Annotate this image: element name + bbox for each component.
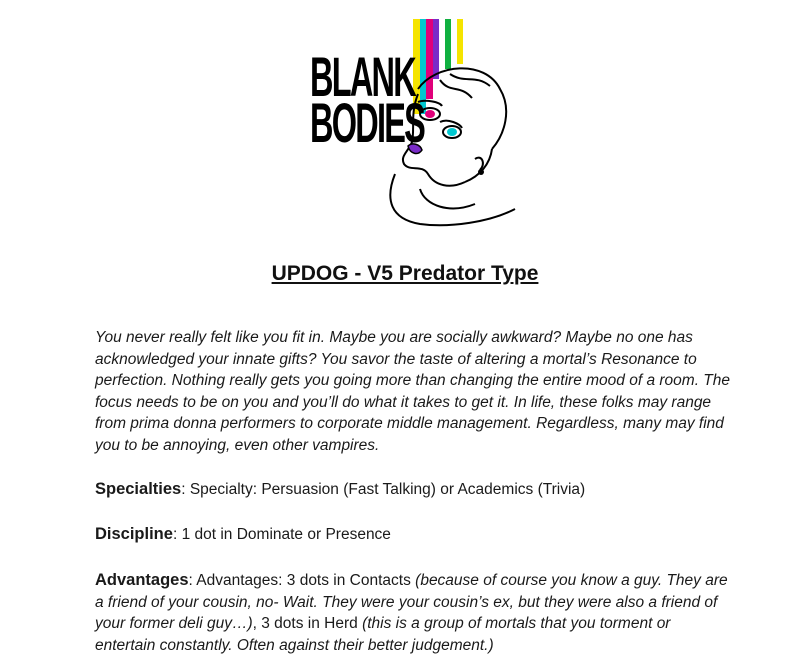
advantages-paragraph: [95, 570, 735, 656]
specialties-text: : Specialty: Persuasion (Fast Talking) or Academics (Trivia): [181, 481, 586, 498]
discipline-label: Discipline: [95, 525, 173, 543]
intro-paragraph: You never really felt like you fit in. Maybe you are socially awkward? Maybe no one has acknowledged your innate gifts? You savor the taste of altering a mortal’s Resonance to perfection. Nothing really gets you going more than changing the entire mood of a room. The focus needs to be on you and you’ll do what it takes to get it. In life, these folks may range from prima donna performers to corporate middle management. Regardless, many may find you to be annoying, even other vampires.: [95, 329, 731, 454]
specialties-label: Specialties: [95, 480, 182, 498]
discipline-paragraph: [95, 524, 735, 546]
right-eye-color: [447, 128, 457, 136]
blank-bodies-logo: [300, 14, 530, 234]
logo-line-2: BODIES: [310, 90, 425, 154]
specialties-paragraph: [95, 479, 735, 501]
earring: [478, 169, 484, 175]
logo-line-1: BLANK: [310, 45, 415, 108]
discipline-text: : 1 dot in Dominate or Presence: [172, 526, 391, 543]
advantages-italic-2: (this is a group of mortals that you torment or entertain constantly. Often against their better judgement.): [95, 615, 671, 654]
left-eye-color: [425, 110, 435, 118]
logo-wordmark: [310, 45, 425, 154]
page-title: UPDOG - V5 Predator Type: [271, 262, 539, 285]
advantages-text-1: : Advantages: 3 dots in Contacts: [188, 572, 416, 589]
advantages-text-2: , 3 dots in Herd: [252, 615, 363, 633]
advantages-label: Advantages: [95, 571, 189, 589]
advantages-italic-1: (because of course you know a guy. They are a friend of your cousin, no- Wait. They were your cousin’s ex, but they were also a friend of your former deli guy…): [95, 572, 728, 633]
